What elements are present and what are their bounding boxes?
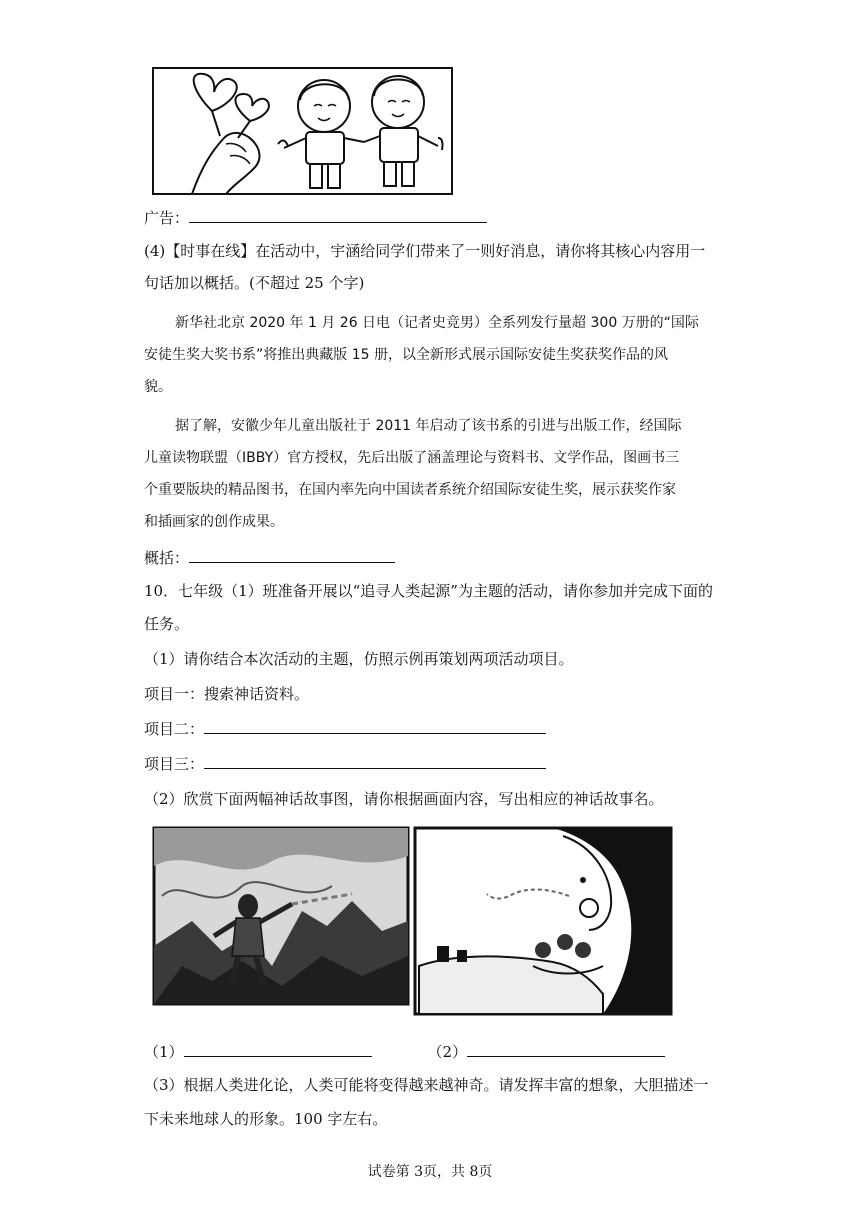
q10-item2-blank[interactable] [204, 719, 546, 734]
news-paragraph2-line2: 儿童读物联盟（IBBY）官方授权，先后出版了涵盖理论与资料书、文学作品，图画书三 [144, 450, 680, 466]
q10-item3-blank[interactable] [204, 754, 546, 769]
news-paragraph2-line1: 据了解，安徽少年儿童出版社于 2011 年启动了该书系的引进与出版工作，经国际 [175, 418, 682, 434]
q10-sub1: （1）请你结合本次活动的主题，仿照示例再策划两项活动项目。 [144, 650, 574, 668]
summary-answer-blank[interactable] [189, 548, 395, 563]
q10-item2-label: 项目二： [144, 720, 205, 738]
q10-item3-row [144, 754, 546, 774]
ad-label: 广告： [144, 209, 190, 227]
q10-item2-row [144, 719, 546, 739]
q4-stem-line2: 句话加以概括。(不超过 25 个字) [144, 274, 365, 292]
q10-stem-line2: 任务。 [144, 615, 190, 633]
myth-picture-2 [413, 826, 673, 1016]
summary-label: 概括： [144, 549, 190, 567]
picture-answer-row [144, 1042, 665, 1062]
q10-sub2: （2）欣赏下面两幅神话故事图，请你根据画面内容，写出相应的神话故事名。 [144, 790, 664, 808]
ad-answer-blank[interactable] [189, 208, 487, 223]
news-paragraph1-line1: 新华社北京 2020 年 1 月 26 日电（记者史竞男）全系列发行量超 300 万册的“国际 [175, 315, 699, 331]
illustration-heart-hand-children [152, 66, 454, 196]
q10-sub3-line1: （3）根据人类进化论，人类可能将变得越来越神奇。请发挥丰富的想象，大胆描述一 [144, 1076, 709, 1094]
news-paragraph2-line4: 和插画家的创作成果。 [144, 514, 284, 530]
myth-picture-1 [152, 826, 410, 1006]
news-paragraph1-line2: 安徒生奖大奖书系”将推出典藏版 15 册，以全新形式展示国际安徒生奖获奖作品的风 [144, 347, 668, 363]
picture1-answer-blank[interactable] [184, 1042, 372, 1057]
page-footer: 试卷第 3页，共 8页 [367, 1164, 493, 1180]
q10-item1: 项目一：搜索神话资料。 [144, 685, 310, 703]
picture2-answer-label: （2） [427, 1043, 468, 1061]
summary-row [144, 548, 395, 568]
q10-item3-label: 项目三： [144, 755, 205, 773]
news-paragraph2-line3: 个重要版块的精品图书，在国内率先向中国读者系统介绍国际安徒生奖，展示获奖作家 [144, 482, 676, 498]
q10-sub3-line2: 下未来地球人的形象。100 字左右。 [144, 1110, 388, 1128]
q10-stem-line1: 10．七年级（1）班准备开展以“追寻人类起源”为主题的活动，请你参加并完成下面的 [144, 582, 713, 600]
q4-stem-line1: (4)【时事在线】在活动中，宇涵给同学们带来了一则好消息，请你将其核心内容用一 [144, 242, 706, 260]
picture1-answer-label: （1） [144, 1043, 184, 1061]
ad-answer-row [144, 208, 487, 228]
picture2-answer-blank[interactable] [467, 1042, 665, 1057]
news-paragraph1-line3: 貌。 [144, 379, 172, 395]
